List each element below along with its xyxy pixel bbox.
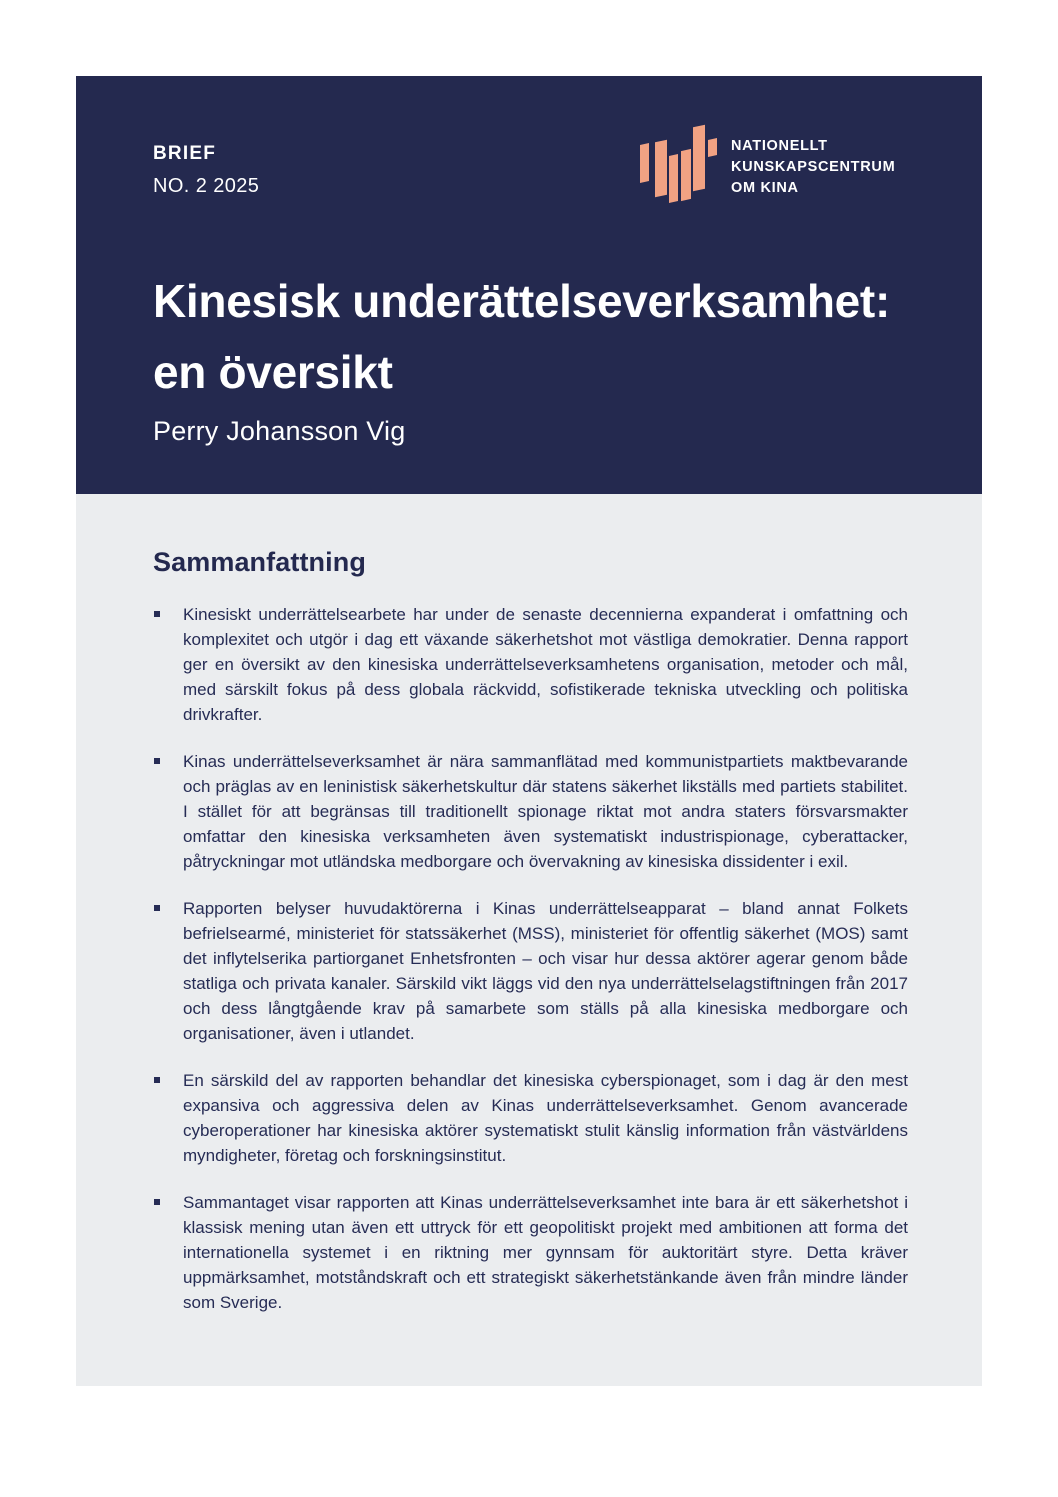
author-name: Perry Johansson Vig	[153, 416, 406, 446]
logo-bar-icon	[681, 149, 691, 201]
brief-sheet	[76, 76, 982, 1386]
header-block	[76, 76, 982, 494]
issue-number: NO. 2 2025	[153, 175, 260, 197]
summary-section	[76, 494, 982, 1386]
org-logo	[640, 126, 895, 218]
kicker-block	[153, 142, 259, 198]
summary-bullet-2: Kinas underrättelseverksamhet är nära sammanflätad med kommunistpartiets maktbevarande och präglas av en leninistisk säkerhetskultur där statens säkerhet likställs med partiets stabilitet. I stället för att begränsas till traditionellt spionage riktat mot andra staters försvarsmakter omfattar den kinesiska verksamheten även systematiskt industrispionage, cyberattacker, påtryckningar mot utländska medborgare och övervakning av kinesiska dissidenter i exil.	[153, 749, 908, 874]
report-title-line1: Kinesisk underättelseverksamhet:	[153, 275, 890, 327]
logo-bar-icon	[669, 154, 678, 203]
summary-bullet-4: En särskild del av rapporten behandlar det kinesiska cyberspionaget, som i dag är den mest expansiva och aggressiva delen av Kinas underrättelseverksamhet. Genom avancerade cyberoperationer har kinesiska aktörer systematiskt stulit känslig information från västvärldens myndigheter, företag och forskningsinstitut.	[153, 1068, 908, 1168]
summary-bullet-3: Rapporten belyser huvudaktörerna i Kinas underrättelseapparat – bland annat Folkets befrielsearmé, ministeriet för statssäkerhet (MSS), ministeriet för offentlig säkerhet (MOS) samt det inflytelserika partiorganet Enhetsfronten – och visar hur dessa aktörer agerar genom både statliga och privata kanaler. Särskild vikt läggs vid den nya underrättelselagstiftningen från 2017 och dess långtgående krav på samarbete som ställs på alla kinesiska medborgare och organisationer, även i utlandet.	[153, 896, 908, 1046]
summary-bullet-5: Sammantaget visar rapporten att Kinas underrättelseverksamhet inte bara är ett säkerhetshot i klassisk mening utan även ett uttryck för ett geopolitiskt projekt med ambitionen att forma det internationella systemet i en riktning mer gynnsam för auktoritärt styre. Detta kräver uppmärksamhet, motståndskraft och ett strategiskt säkerhetstänkande även från mindre länder som Sverige.	[153, 1190, 908, 1315]
summary-bullet-list	[153, 602, 908, 1315]
org-name-line3: OM KINA	[731, 180, 799, 196]
summary-bullet-1: Kinesiskt underrättelsearbete har under de senaste decennierna expanderat i omfattning och komplexitet och utgör i dag ett växande säkerhetshot mot västliga demokratier. Denna rapport ger en översikt av den kinesiska underrättelseverksamhetens organisation, metoder och mål, med särskilt fokus på dess globala räckvidd, sofistikerade tekniska utveckling och politiska drivkrafter.	[153, 602, 908, 727]
report-title	[153, 266, 890, 408]
bar-wave-logo-icon	[640, 126, 720, 218]
summary-heading: Sammanfattning	[153, 547, 366, 577]
report-title-line2: en översikt	[153, 346, 393, 398]
org-name-line1: NATIONELLT	[731, 138, 828, 154]
org-name	[731, 136, 895, 199]
brief-kicker: BRIEF	[153, 143, 216, 164]
logo-bar-icon	[640, 143, 649, 183]
logo-bar-icon	[708, 138, 717, 157]
org-name-line2: KUNSKAPSCENTRUM	[731, 159, 896, 175]
logo-bar-icon	[693, 125, 705, 192]
logo-bar-icon	[655, 140, 667, 198]
